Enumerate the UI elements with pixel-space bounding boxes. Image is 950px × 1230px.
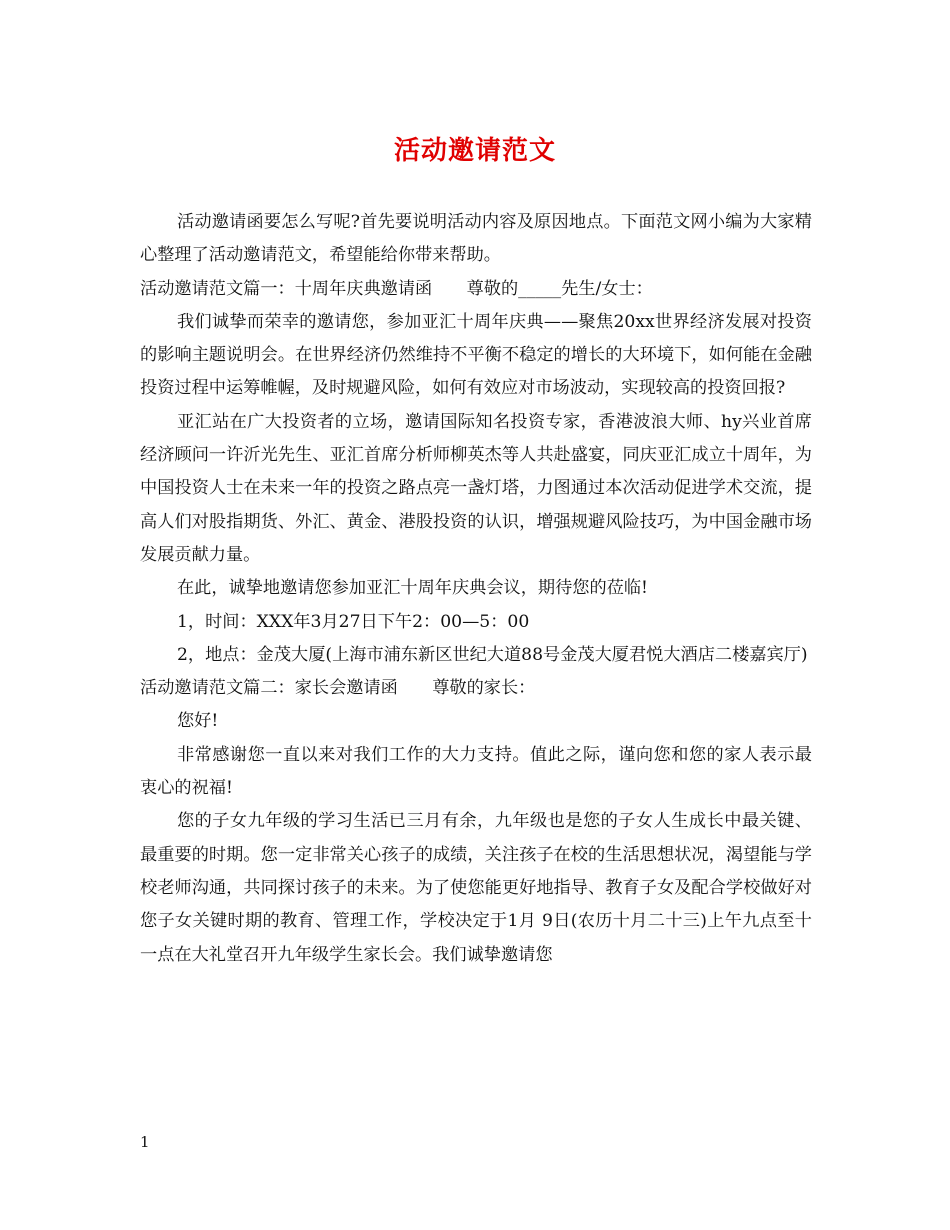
page-number: 1 <box>140 1133 150 1151</box>
paragraph: 您好! <box>176 711 219 732</box>
document-body <box>140 206 812 972</box>
paragraph: 活动邀请函要怎么写呢?首先要说明活动内容及原因地点。下面范文网小编为大家精心整理了活动邀请范文，希望能给你带来帮助。 <box>140 212 812 266</box>
paragraph: 亚汇站在广大投资者的立场，邀请国际知名投资专家，香港波浪大师、hy兴业首席经济顾问一许沂光先生、亚汇首席分析师柳英杰等人共赴盛宴，同庆亚汇成立十周年，为中国投资人士在未来一年的投资之路点亮一盏灯塔，力图通过本次活动促进学术交流，提高人们对股指期货、外汇、黄金、港股投资的认识，增强规避风险技巧，为中国金融市场发展贡献力量。 <box>140 411 812 565</box>
paragraph: 1，时间：XXX年3月27日下午2：00—5：00 <box>176 611 530 632</box>
paragraph: 非常感谢您一直以来对我们工作的大力支持。值此之际，谨向您和您的家人表示最衷心的祝福! <box>140 744 812 799</box>
paragraph: 活动邀请范文篇一：十周年庆典邀请函 尊敬的_____先生/女士： <box>140 278 653 299</box>
paragraph: 2，地点：金茂大厦(上海市浦东新区世纪大道88号金茂大厦君悦大酒店二楼嘉宾厅) <box>176 644 808 665</box>
paragraph: 我们诚挚而荣幸的邀请您，参加亚汇十周年庆典——聚焦20xx世界经济发展对投资的影响主题说明会。在世界经济仍然维持不平衡不稳定的增长的大环境下，如何能在金融投资过程中运筹帷幄，及时规避风险，如何有效应对市场波动，实现较高的投资回报? <box>140 311 812 399</box>
document-title: 活动邀请范文 <box>393 136 556 166</box>
paragraph: 在此，诚挚地邀请您参加亚汇十周年庆典会议，期待您的莅临! <box>176 578 648 599</box>
paragraph: 活动邀请范文篇二：家长会邀请函 尊敬的家长： <box>140 678 536 699</box>
paragraph: 您的子女九年级的学习生活已三月有余，九年级也是您的子女人生成长中最关键、最重要的时期。您一定非常关心孩子的成绩，关注孩子在校的生活思想状况，渴望能与学校老师沟通，共同探讨孩子的未来。为了使您能更好地指导、教育子女及配合学校做好对您子女关键时期的教育、管理工作，学校决定于1月 9日(农历十月二十三)上午九点至十一点在大礼堂召开九年级学生家长会。我们诚挚邀请您 <box>140 811 812 965</box>
